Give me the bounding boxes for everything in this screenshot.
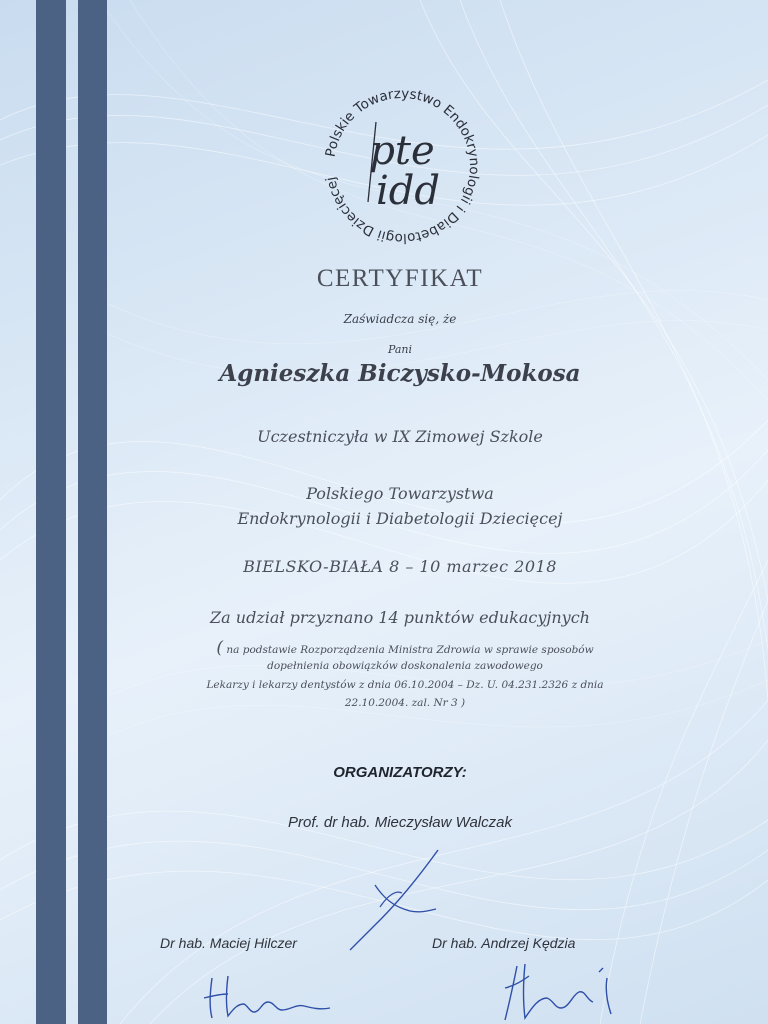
right-signature xyxy=(495,958,635,1024)
legal-basis-text1: na podstawie Rozporządzenia Ministra Zdrowia w sprawie sposobów xyxy=(226,644,594,656)
seal-monogram-top: pte xyxy=(369,128,435,174)
organizers-heading: ORGANIZATORZY: xyxy=(333,764,467,781)
certificate-title: CERTYFIKAT xyxy=(316,265,484,292)
legal-basis-line2: dopełnienia obowiązków doskonalenia zawodowego xyxy=(267,660,543,672)
salutation-text: Pani xyxy=(387,343,413,356)
recipient-name: Agnieszka Biczysko-Mokosa xyxy=(219,360,581,387)
organizer-chair: Prof. dr hab. Mieczysław Walczak xyxy=(288,814,512,831)
society-name-line1: Polskiego Towarzystwa xyxy=(306,484,494,503)
right-decorative-bar xyxy=(78,0,107,1024)
participation-statement: Uczestniczyła w IX Zimowej Szkole xyxy=(257,427,543,446)
legal-open-paren: ( xyxy=(216,638,224,658)
event-place-date: BIELSKO-BIAŁA 8 – 10 marzec 2018 xyxy=(243,557,557,576)
left-decorative-bar xyxy=(36,0,66,1024)
left-signature xyxy=(200,968,340,1024)
society-name-line2: Endokrynologii i Diabetologii Dziecięcej xyxy=(237,509,563,528)
education-points: Za udział przyznano 14 punktów edukacyjnych xyxy=(210,608,590,627)
society-seal-logo xyxy=(318,82,486,250)
organizer-right: Dr hab. Andrzej Kędzia xyxy=(432,935,576,951)
attestation-text: Zaświadcza się, że xyxy=(343,312,457,326)
seal-monogram-bottom: idd xyxy=(375,168,441,214)
legal-basis-line3: Lekarzy i lekarzy dentystów z dnia 06.10.2004 – Dz. U. 04.231.2326 z dnia xyxy=(206,679,604,691)
organizer-left: Dr hab. Maciej Hilczer xyxy=(160,935,297,951)
seal-ring-text: Polskie Towarzystwo Endokrynologii i Diabetologii Dziecięcej xyxy=(322,85,483,247)
legal-basis-line4: 22.10.2004. zal. Nr 3 ) xyxy=(344,697,466,709)
